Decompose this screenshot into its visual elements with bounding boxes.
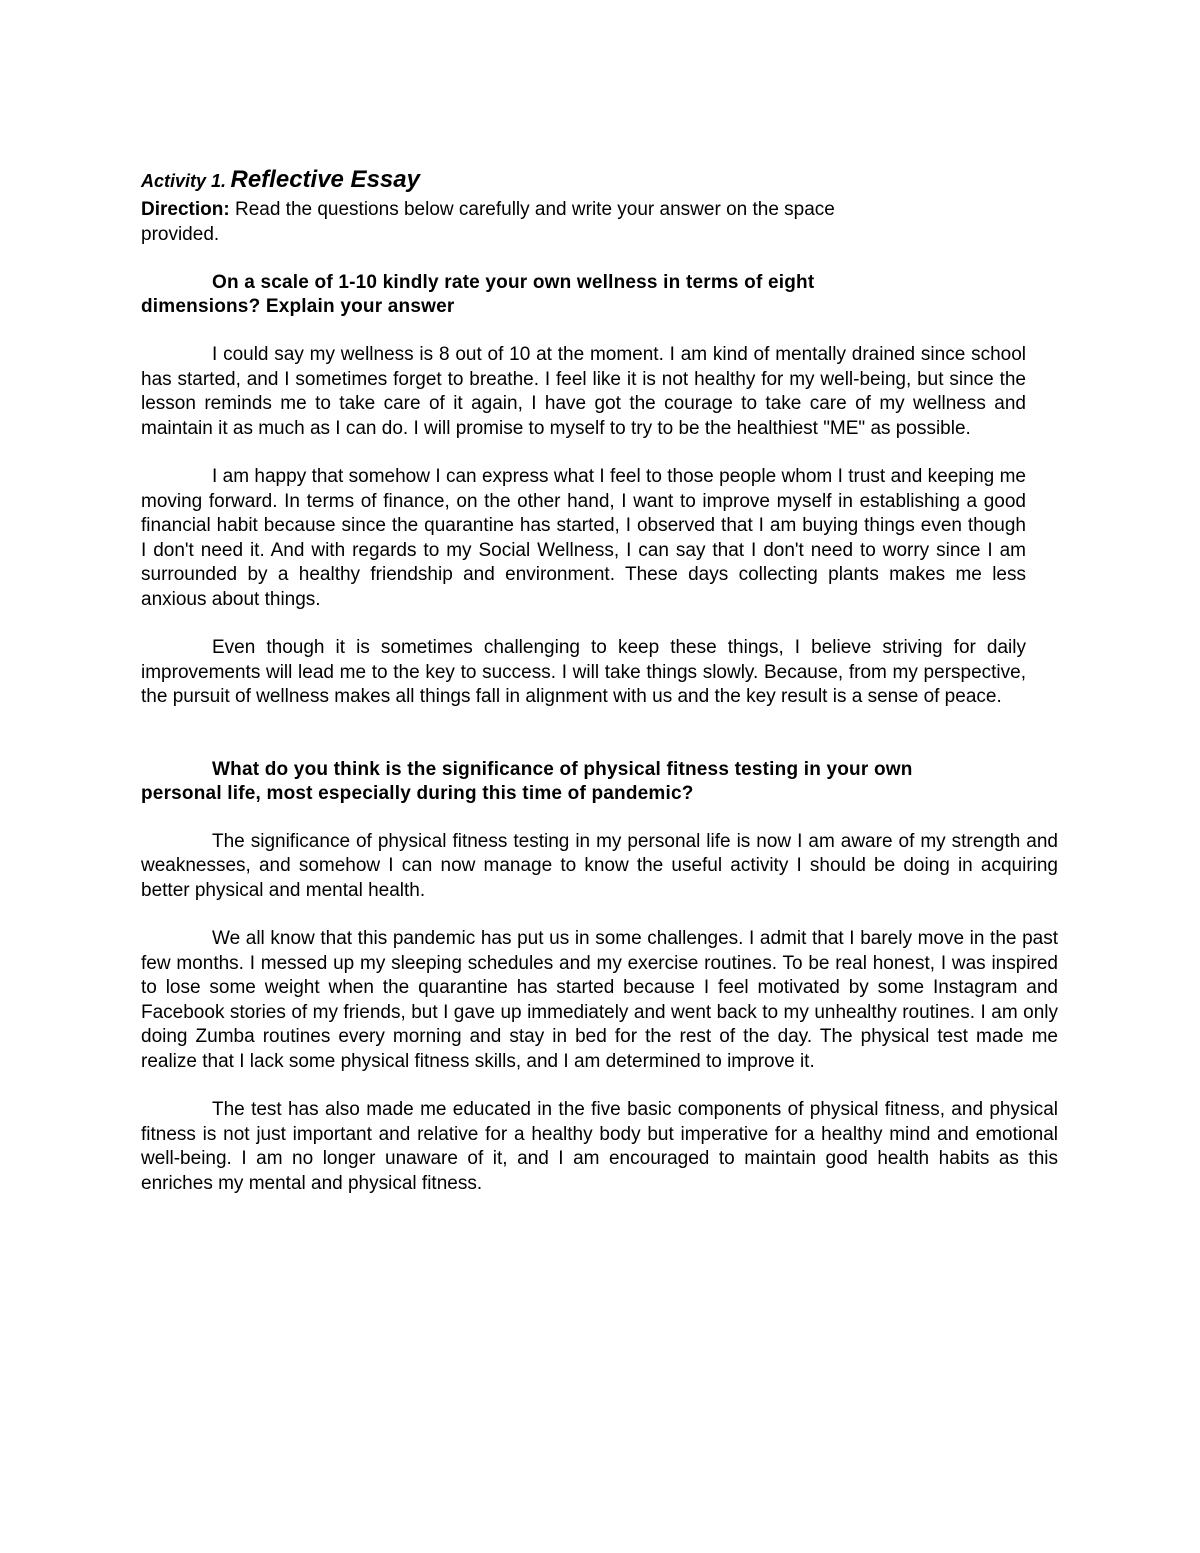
direction-text [141, 197, 871, 247]
activity-heading [141, 163, 1061, 197]
direction-label: Direction: [141, 199, 230, 220]
section-fitness-testing [141, 758, 1061, 1197]
question-fitness-testing: What do you think is the significance of physical fitness testing in your own personal life, most especially during this time of pandemic? [141, 758, 913, 804]
activity-title: Reflective Essay [230, 166, 420, 193]
section-wellness [141, 271, 1061, 710]
document-content [141, 163, 1061, 1196]
answer-paragraph: We all know that this pandemic has put us in some challenges. I admit that I barely move in the past few months. I messed up my sleeping schedules and my exercise routines. To be real honest, I was inspired to lose some weight when the quarantine has started because I feel motivated by some Instagram and Facebook stories of my friends, but I gave up immediately and went back to my unhealthy routines. I am only doing Zumba routines every morning and stay in bed for the rest of the day. The physical test made me realize that I lack some physical fitness skills, and I am determined to improve it. [141, 928, 1058, 1072]
answer-paragraph: I am happy that somehow I can express what I feel to those people whom I trust and keeping me moving forward. In terms of finance, on the other hand, I want to improve myself in establishing a good financial habit because since the quarantine has started, I observed that I am buying things even though I don't need it. And with regards to my Social Wellness, I can say that I don't need to worry since I am surrounded by a healthy friendship and environment. These days collecting plants makes me less anxious about things. [141, 466, 1026, 610]
question-wellness: On a scale of 1-10 kindly rate your own wellness in terms of eight dimensions? Explain your answer [141, 272, 815, 317]
activity-number: Activity 1. [141, 171, 227, 191]
answer-paragraph: Even though it is sometimes challenging to keep these things, I believe striving for daily improvements will lead me to the key to success. I will take things slowly. Because, from my perspective, the pursuit of wellness makes all things fall in alignment with us and the key result is a sense of peace. [141, 637, 1026, 707]
answer-paragraph: The significance of physical fitness testing in my personal life is now I am aware of my strength and weaknesses, and somehow I can now manage to know the useful activity I should be doing in acquiring better physical and mental health. [141, 830, 1058, 901]
answer-paragraph: I could say my wellness is 8 out of 10 at the moment. I am kind of mentally drained since school has started, and I sometimes forget to breathe. I feel like it is not healthy for my well-being, but since the lesson reminds me to take care of it again, I have got the courage to take care of my wellness and maintain it as much as I can do. I will promise to myself to try to be the healthiest "ME" as possible. [141, 344, 1026, 439]
direction-body: Read the questions below carefully and write your answer on the space provided. [141, 199, 835, 245]
answer-paragraph: The test has also made me educated in the five basic components of physical fitness, and physical fitness is not just important and relative for a healthy body but imperative for a healthy mind and emotional well-being. I am no longer unaware of it, and I am encouraged to maintain good health habits as this enriches my mental and physical fitness. [141, 1099, 1058, 1194]
